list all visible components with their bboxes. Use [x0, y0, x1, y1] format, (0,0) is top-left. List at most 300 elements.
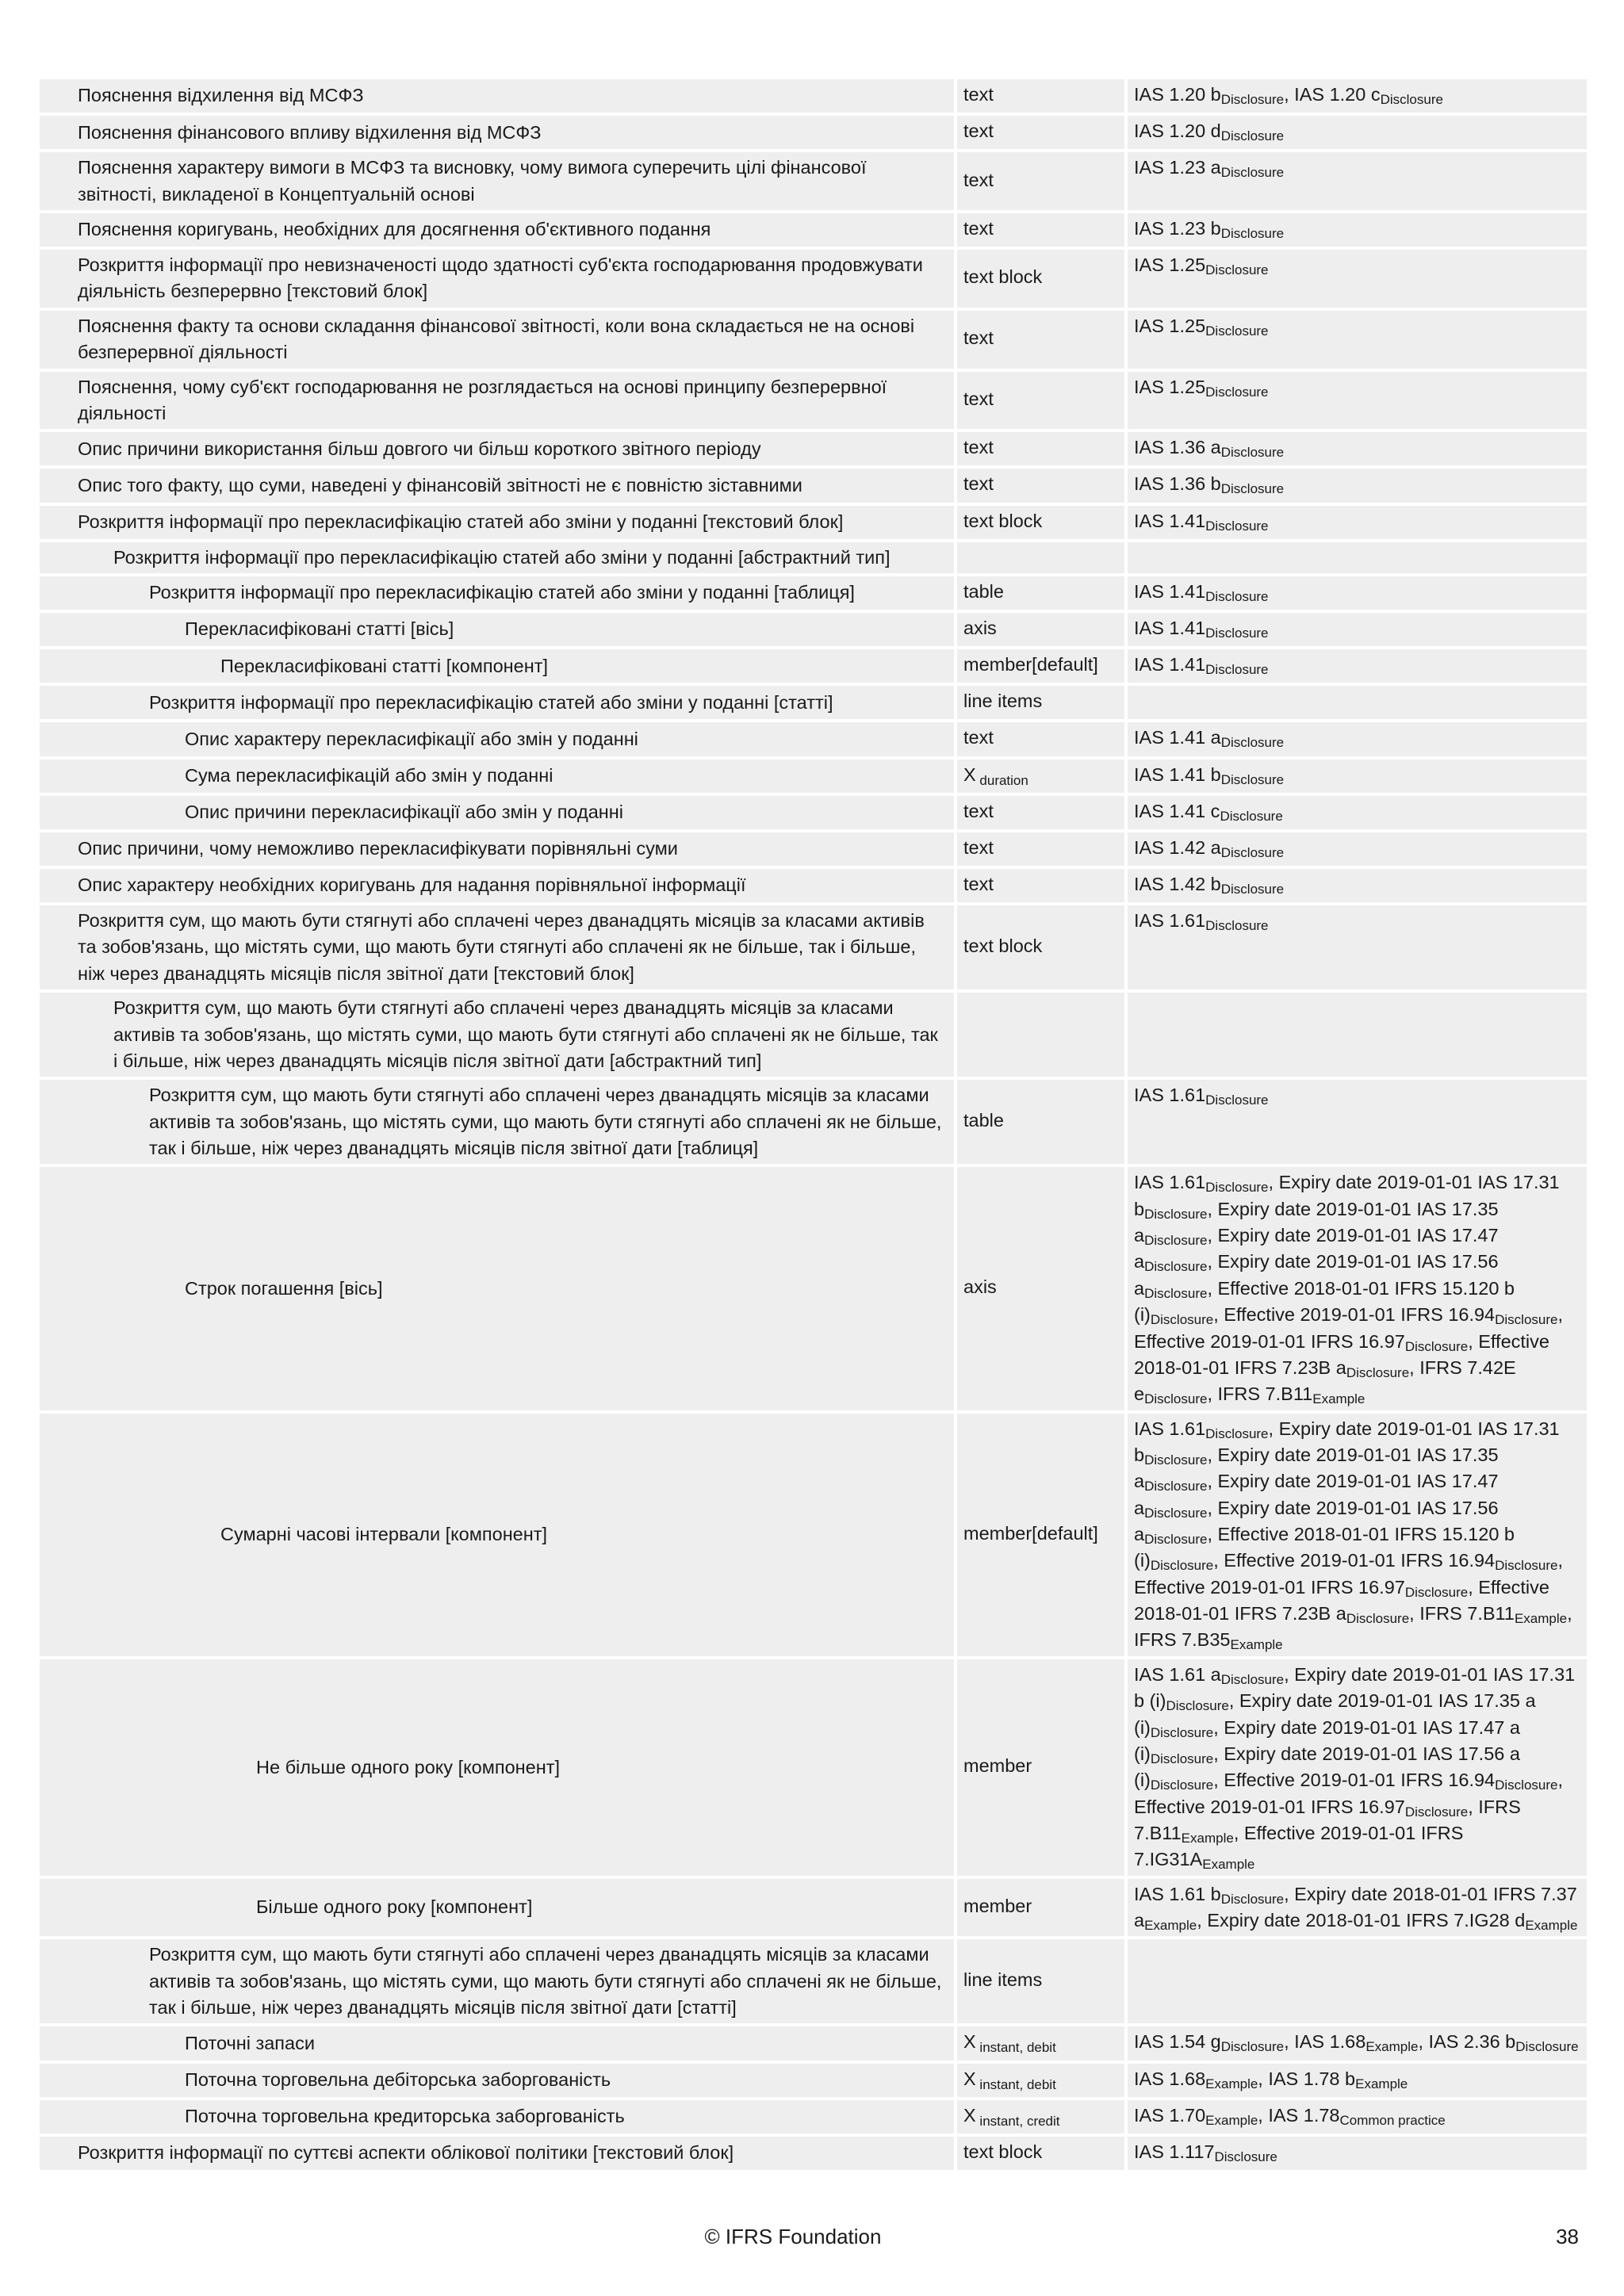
element-references [1124, 993, 1587, 1077]
reference-entry [1134, 473, 1285, 497]
reference-text: IAS 1.41 c [1134, 800, 1220, 821]
reference-text: , Effective 2018-01-01 IFRS 15.120 b (i) [1134, 1277, 1515, 1326]
element-type [954, 250, 1124, 308]
reference-kind: Disclosure [1404, 1584, 1469, 1600]
reference-text: IAS 1.42 b [1134, 873, 1221, 894]
reference-kind: Disclosure [1205, 384, 1269, 400]
reference-text: , Effective 2019-01-01 IFRS 16.97 [1134, 1304, 1564, 1352]
element-type-value: X [963, 763, 976, 785]
reference-kind: Example [1181, 1830, 1234, 1846]
table-row [40, 311, 1587, 369]
reference-text: IAS 1.61 [1134, 1085, 1206, 1106]
element-type-value: text [963, 388, 994, 409]
element-references [1124, 2026, 1587, 2060]
reference-entry [1418, 2031, 1579, 2055]
element-references [1124, 1080, 1587, 1164]
element-label: Розкриття інформації про перекласифікацію статей або зміни у поданні [абстрактний тип] [40, 542, 954, 573]
element-type [954, 2026, 1124, 2060]
element-references [1124, 1414, 1587, 1656]
element-type [954, 2064, 1124, 2097]
table-row [40, 993, 1587, 1077]
element-type [954, 1879, 1124, 1937]
element-label: Більше одного року [компонент] [40, 1879, 954, 1937]
table-row [40, 2137, 1587, 2170]
table-row [40, 469, 1587, 502]
reference-entry [1134, 121, 1285, 144]
reference-text: , Effective 2019-01-01 IFRS 16.97 [1134, 1550, 1564, 1598]
element-references [1124, 722, 1587, 756]
reference-entry [1134, 873, 1285, 897]
element-type [954, 506, 1124, 539]
reference-entry [1134, 1883, 1285, 1907]
reference-kind: Disclosure [1220, 445, 1285, 461]
table-row [40, 760, 1587, 793]
reference-entry [1213, 1770, 1558, 1793]
element-type-value: text [963, 473, 994, 495]
element-label: Розкриття інформації про перекласифікацію статей або зміни у поданні [статті] [40, 686, 954, 719]
element-type-value: text block [963, 936, 1043, 957]
reference-text: , Expiry date 2019-01-01 IAS 17.56 a [1134, 1497, 1499, 1545]
element-type [954, 213, 1124, 247]
table-row [40, 79, 1587, 113]
table-row [40, 649, 1587, 683]
element-type-value: text [963, 217, 994, 239]
table-row [40, 506, 1587, 539]
reference-text: IAS 1.70 [1134, 2104, 1206, 2126]
reference-kind: Disclosure [1205, 588, 1269, 604]
element-type [954, 1939, 1124, 2023]
reference-text: , IFRS 7.B11 [1134, 1796, 1521, 1843]
element-references [1124, 2100, 1587, 2133]
element-type-value: member [963, 1755, 1032, 1777]
element-type [954, 79, 1124, 113]
element-label: Опис причини, чому неможливо перекласифікувати порівняльні суми [40, 832, 954, 866]
reference-text: , IFRS 7.B11 [1409, 1603, 1515, 1624]
reference-text: , Expiry date 2019-01-01 IAS 17.31 b [1134, 1172, 1560, 1219]
element-label: Розкриття інформації по суттєві аспекти облікової політики [текстовий блок] [40, 2137, 954, 2170]
element-label: Опис причини використання більш довгого чи більш короткого звітного періоду [40, 432, 954, 465]
reference-text: , Expiry date 2019-01-01 IAS 17.47 a (i) [1134, 1716, 1520, 1764]
element-type-period: instant, debit [975, 2076, 1056, 2092]
reference-text: , Effective 2019-01-01 IFRS 16.94 [1213, 1550, 1496, 1571]
table-row [40, 1167, 1587, 1410]
element-label: Пояснення відхилення від МСФЗ [40, 79, 954, 113]
element-type-period: instant, debit [975, 2040, 1056, 2056]
reference-entry [1409, 1603, 1568, 1627]
element-type [954, 576, 1124, 610]
reference-kind: Example [1312, 1391, 1365, 1407]
element-type [954, 2100, 1124, 2133]
reference-text: , Expiry date 2019-01-01 IAS 17.35 a [1134, 1444, 1499, 1492]
reference-kind: Example [1144, 1918, 1197, 1934]
reference-kind: Disclosure [1220, 165, 1285, 181]
table-row [40, 832, 1587, 866]
reference-text: , Expiry date 2019-01-01 IAS 17.47 a [1134, 1225, 1499, 1272]
reference-entry [1134, 376, 1269, 400]
element-type [954, 116, 1124, 149]
reference-text: , Effective 2019-01-01 IFRS 7.IG31A [1134, 1822, 1464, 1870]
element-references [1124, 1659, 1587, 1876]
element-label: Сума перекласифікацій або змін у поданні [40, 760, 954, 793]
reference-text: , IAS 1.68 [1284, 2031, 1366, 2053]
reference-kind: Disclosure [1205, 1093, 1269, 1108]
reference-entry [1134, 1664, 1284, 1685]
reference-kind: Disclosure [1404, 1804, 1469, 1820]
element-references [1124, 1879, 1587, 1937]
element-type [954, 542, 1124, 573]
table-row [40, 542, 1587, 573]
table-row [40, 1414, 1587, 1656]
reference-entry [1258, 2105, 1445, 2126]
reference-kind: Disclosure [1150, 1558, 1214, 1574]
reference-kind: Disclosure [1214, 2149, 1277, 2164]
reference-kind: Disclosure [1220, 128, 1285, 144]
element-type-value: text block [963, 2141, 1043, 2162]
reference-kind: Disclosure [1220, 771, 1285, 787]
reference-text: IAS 1.41 [1134, 654, 1206, 675]
reference-entry [1134, 157, 1285, 181]
element-references [1124, 2064, 1587, 2097]
reference-text: , Expiry date 2019-01-01 IAS 17.47 a [1134, 1471, 1499, 1518]
element-type-value: line items [963, 691, 1043, 712]
page-number: 38 [1556, 2225, 1579, 2248]
reference-kind: Common practice [1339, 2112, 1446, 2128]
element-references [1124, 2137, 1587, 2170]
reference-kind: Disclosure [1515, 2039, 1579, 2055]
element-type-period: instant, credit [975, 2113, 1060, 2129]
element-label: Не більше одного року [компонент] [40, 1659, 954, 1876]
reference-kind: Example [1205, 2112, 1258, 2128]
reference-kind: Disclosure [1220, 1891, 1285, 1907]
element-references [1124, 1167, 1587, 1410]
element-references [1124, 311, 1587, 369]
reference-text: , Effective 2018-01-01 IFRS 15.120 b (i) [1134, 1524, 1515, 1571]
reference-kind: Disclosure [1205, 1180, 1269, 1196]
reference-entry [1134, 727, 1285, 751]
reference-entry [1207, 1383, 1365, 1407]
element-references [1124, 613, 1587, 646]
reference-text: , Expiry date 2019-01-01 IAS 17.56 a (i) [1134, 1743, 1520, 1791]
element-type-value: member[default] [963, 1522, 1098, 1544]
table-row [40, 1939, 1587, 2023]
reference-text: , Expiry date 2019-01-01 IAS 17.31 b (i) [1134, 1663, 1576, 1712]
reference-entry [1134, 315, 1269, 339]
reference-text: , IAS 1.20 c [1284, 84, 1381, 105]
reference-kind: Disclosure [1166, 1698, 1229, 1714]
element-type-value: member[default] [963, 654, 1098, 675]
element-type-period: duration [975, 772, 1028, 788]
element-type [954, 686, 1124, 719]
element-type-value: text [963, 327, 994, 349]
element-label: Пояснення характеру вимоги в МСФЗ та висновку, чому вимога суперечить цілі фінансової звітності, викладеної в Концептуальній основі [40, 152, 954, 210]
element-label: Перекласифіковані статті [вісь] [40, 613, 954, 646]
reference-entry [1197, 1910, 1578, 1934]
reference-text: , IAS 1.78 [1258, 2104, 1340, 2126]
element-label: Поточні запаси [40, 2026, 954, 2060]
table-row [40, 905, 1587, 989]
reference-kind: Disclosure [1220, 735, 1285, 751]
element-type-value: X [963, 2031, 976, 2053]
reference-text: IAS 1.61 a [1134, 1663, 1221, 1685]
element-label: Опис характеру перекласифікації або змін у поданні [40, 722, 954, 756]
element-type-value: member [963, 1895, 1032, 1916]
element-label: Пояснення коригувань, необхідних для досягнення об'єктивного подання [40, 213, 954, 247]
element-references [1124, 832, 1587, 866]
reference-text: , IFRS 7.B11 [1207, 1383, 1313, 1405]
reference-text: , IFRS 7.B35 [1134, 1603, 1572, 1651]
element-type-value: text [963, 836, 994, 858]
reference-kind: Disclosure [1205, 1425, 1269, 1441]
reference-kind: Disclosure [1150, 1312, 1214, 1328]
element-label: Розкриття сум, що мають бути стягнуті або сплачені через дванадцять місяців за класами активів та зобов'язань, що містять суми, що мають бути стягнуті або сплачені як не більше, так і більше, ніж через дванадцять місяців після звітної дати [таблиця] [40, 1080, 954, 1164]
element-type [954, 1659, 1124, 1876]
table-row [40, 796, 1587, 829]
reference-text: IAS 1.36 a [1134, 437, 1221, 458]
reference-kind: Example [1355, 2076, 1408, 2091]
element-label: Розкриття сум, що мають бути стягнуті або сплачені через дванадцять місяців за класами активів та зобов'язань, що містять суми, що мають бути стягнуті або сплачені як не більше, так і більше, ніж через дванадцять місяців після звітної дати [статті] [40, 1939, 954, 2023]
reference-text: , Expiry date 2019-01-01 IAS 17.35 a (i) [1134, 1690, 1536, 1738]
element-type [954, 469, 1124, 502]
reference-entry [1134, 84, 1284, 105]
element-label: Розкриття сум, що мають бути стягнуті або сплачені через дванадцять місяців за класами активів та зобов'язань, що містять суми, що мають бути стягнуті або сплачені як не більше, так і більше, ніж через дванадцять місяців після звітної дати [абстрактний тип] [40, 993, 954, 1077]
reference-kind: Disclosure [1150, 1724, 1214, 1740]
reference-text: IAS 1.36 b [1134, 473, 1221, 495]
element-references [1124, 152, 1587, 210]
reference-kind: Disclosure [1205, 918, 1269, 934]
element-type-value: table [963, 1110, 1004, 1131]
element-type-value: table [963, 580, 1004, 602]
reference-kind: Disclosure [1495, 1558, 1558, 1574]
element-type [954, 432, 1124, 465]
reference-entry [1134, 1418, 1269, 1439]
element-references [1124, 506, 1587, 539]
reference-kind: Disclosure [1404, 1338, 1469, 1354]
reference-text: IAS 1.117 [1134, 2141, 1215, 2162]
reference-kind: Disclosure [1220, 481, 1285, 497]
element-label: Опис характеру необхідних коригувань для надання порівняльної інформації [40, 869, 954, 902]
reference-entry [1134, 218, 1284, 239]
reference-text: IAS 1.61 [1134, 910, 1206, 932]
table-row [40, 1879, 1587, 1937]
copyright-notice: © IFRS Foundation [704, 2225, 882, 2248]
element-references [1124, 649, 1587, 683]
reference-text: , IAS 1.78 b [1258, 2068, 1356, 2089]
table-row [40, 2100, 1587, 2133]
table-row [40, 2064, 1587, 2097]
element-label: Сумарні часові інтервали [компонент] [40, 1414, 954, 1656]
reference-kind: Disclosure [1144, 1233, 1208, 1249]
reference-text: , Effective 2019-01-01 IFRS 16.94 [1213, 1304, 1496, 1326]
element-type-value: text [963, 437, 994, 458]
reference-text: , Expiry date 2019-01-01 IAS 17.35 a [1134, 1198, 1499, 1246]
reference-kind: Disclosure [1144, 1479, 1208, 1494]
element-references [1124, 542, 1587, 573]
reference-text: IAS 1.61 [1134, 1172, 1206, 1193]
table-row [40, 250, 1587, 308]
element-type-value: axis [963, 1276, 997, 1298]
element-label: Строк погашення [вісь] [40, 1167, 954, 1410]
reference-entry [1134, 910, 1269, 934]
element-label: Пояснення, чому суб'єкт господарювання не розглядається на основі принципу безперервної діяльності [40, 372, 954, 430]
element-type [954, 869, 1124, 902]
reference-kind: Disclosure [1220, 225, 1285, 241]
element-label: Розкриття інформації про невизначеності щодо здатності суб'єкта господарювання продовжувати діяльність безперервно [текстовий блок] [40, 250, 954, 308]
table-row [40, 372, 1587, 430]
reference-entry [1134, 1085, 1269, 1108]
reference-text: IAS 1.25 [1134, 254, 1206, 276]
table-row [40, 116, 1587, 149]
table-row [40, 869, 1587, 902]
element-references [1124, 469, 1587, 502]
element-type [954, 372, 1124, 430]
reference-entry [1213, 1304, 1558, 1328]
element-type [954, 760, 1124, 793]
table-row [40, 152, 1587, 210]
reference-kind: Disclosure [1346, 1611, 1410, 1627]
reference-text: IAS 1.41 [1134, 580, 1206, 602]
reference-entry [1134, 510, 1269, 534]
reference-kind: Disclosure [1144, 1206, 1208, 1222]
element-type-value: text block [963, 510, 1043, 531]
reference-kind: Disclosure [1150, 1777, 1214, 1793]
reference-kind: Disclosure [1205, 323, 1269, 339]
reference-entry [1134, 764, 1284, 785]
reference-entry [1134, 800, 1283, 824]
element-type [954, 993, 1124, 1077]
reference-text: , Effective 2019-01-01 IFRS 16.97 [1134, 1770, 1564, 1817]
table-row [40, 213, 1587, 247]
reference-text: , Effective 2018-01-01 IFRS 7.23B a [1134, 1576, 1549, 1624]
reference-kind: Example [1514, 1611, 1568, 1627]
reference-text: , IFRS 7.42E e [1134, 1357, 1516, 1405]
element-type-value: line items [963, 1969, 1043, 1991]
table-row [40, 613, 1587, 646]
reference-entry [1134, 837, 1284, 858]
reference-text: IAS 1.42 a [1134, 836, 1221, 858]
reference-entry [1134, 581, 1269, 602]
reference-text: IAS 1.25 [1134, 315, 1206, 336]
element-label: Опис того факту, що суми, наведені у фінансовій звітності не є повністю зіставними [40, 469, 954, 502]
reference-entry [1258, 2068, 1408, 2089]
reference-entry [1213, 1550, 1558, 1574]
element-references [1124, 686, 1587, 719]
element-references [1124, 250, 1587, 308]
reference-entry [1134, 2031, 1285, 2055]
reference-text: IAS 1.41 b [1134, 763, 1221, 785]
reference-kind: Disclosure [1220, 1671, 1285, 1687]
taxonomy-table [40, 76, 1587, 2173]
element-label: Перекласифіковані статті [компонент] [40, 649, 954, 683]
reference-entry [1284, 2031, 1419, 2055]
element-type [954, 796, 1124, 829]
reference-text: IAS 1.25 [1134, 376, 1206, 397]
element-references [1124, 1939, 1587, 2023]
reference-text: IAS 1.23 a [1134, 157, 1221, 178]
reference-entry [1134, 254, 1269, 278]
reference-kind: Disclosure [1144, 1452, 1208, 1468]
reference-kind: Disclosure [1346, 1364, 1410, 1380]
element-type [954, 832, 1124, 866]
element-label: Опис причини перекласифікації або змін у поданні [40, 796, 954, 829]
element-label: Пояснення фінансового впливу відхилення від МСФЗ [40, 116, 954, 149]
element-type-value: text [963, 169, 994, 190]
reference-kind: Disclosure [1495, 1777, 1558, 1793]
reference-kind: Disclosure [1144, 1285, 1208, 1301]
reference-kind: Disclosure [1205, 518, 1269, 534]
element-type [954, 1080, 1124, 1164]
table-row [40, 722, 1587, 756]
reference-text: IAS 1.41 [1134, 510, 1206, 531]
reference-kind: Disclosure [1144, 1532, 1208, 1548]
element-label: Розкриття інформації про перекласифікацію статей або зміни у поданні [текстовий блок] [40, 506, 954, 539]
element-type-value: text [963, 121, 994, 142]
element-type [954, 649, 1124, 683]
reference-entry [1134, 2068, 1258, 2089]
reference-kind: Disclosure [1144, 1259, 1208, 1275]
reference-text: , Expiry date 2018-01-01 IFRS 7.IG28 d [1197, 1910, 1526, 1931]
element-type [954, 1167, 1124, 1410]
element-type-value: axis [963, 618, 997, 639]
table-row [40, 1080, 1587, 1164]
reference-entry [1134, 2105, 1258, 2126]
table-row [40, 686, 1587, 719]
reference-kind: Disclosure [1220, 2039, 1285, 2055]
element-type-value: text [963, 727, 994, 748]
reference-text: IAS 1.20 d [1134, 121, 1221, 142]
element-references [1124, 576, 1587, 610]
table-row [40, 1659, 1587, 1876]
element-references [1124, 869, 1587, 902]
element-label: Розкриття інформації про перекласифікацію статей або зміни у поданні [таблиця] [40, 576, 954, 610]
reference-kind: Example [1205, 2076, 1258, 2091]
element-type [954, 2137, 1124, 2170]
reference-kind: Disclosure [1380, 92, 1443, 107]
element-type [954, 613, 1124, 646]
reference-entry [1284, 84, 1443, 105]
element-references [1124, 372, 1587, 430]
reference-kind: Disclosure [1144, 1391, 1208, 1407]
reference-text: , Expiry date 2018-01-01 IFRS 7.37 a [1134, 1883, 1577, 1931]
reference-text: IAS 1.23 b [1134, 217, 1221, 239]
reference-text: IAS 1.20 b [1134, 84, 1221, 105]
reference-entry [1134, 654, 1269, 678]
element-type [954, 311, 1124, 369]
element-type [954, 152, 1124, 210]
reference-text: IAS 1.68 [1134, 2068, 1206, 2089]
table-row [40, 432, 1587, 465]
reference-kind: Disclosure [1205, 662, 1269, 678]
element-references [1124, 79, 1587, 113]
reference-kind: Disclosure [1495, 1312, 1558, 1328]
element-references [1124, 760, 1587, 793]
reference-kind: Example [1525, 1918, 1578, 1934]
reference-entry [1134, 437, 1285, 461]
reference-text: IAS 1.61 [1134, 1418, 1206, 1439]
reference-kind: Example [1202, 1857, 1255, 1873]
reference-text: IAS 1.41 [1134, 618, 1206, 639]
element-references [1124, 796, 1587, 829]
reference-text: , Expiry date 2019-01-01 IAS 17.31 b [1134, 1418, 1560, 1465]
element-type [954, 1414, 1124, 1656]
element-type-value: text block [963, 266, 1043, 288]
table-row [40, 2026, 1587, 2060]
element-label: Пояснення факту та основи складання фінансової звітності, коли вона складається не на основі безперервної діяльності [40, 311, 954, 369]
element-type [954, 905, 1124, 989]
reference-kind: Disclosure [1220, 92, 1285, 107]
element-references [1124, 213, 1587, 247]
taxonomy-table-body [40, 79, 1587, 2170]
element-references [1124, 905, 1587, 989]
